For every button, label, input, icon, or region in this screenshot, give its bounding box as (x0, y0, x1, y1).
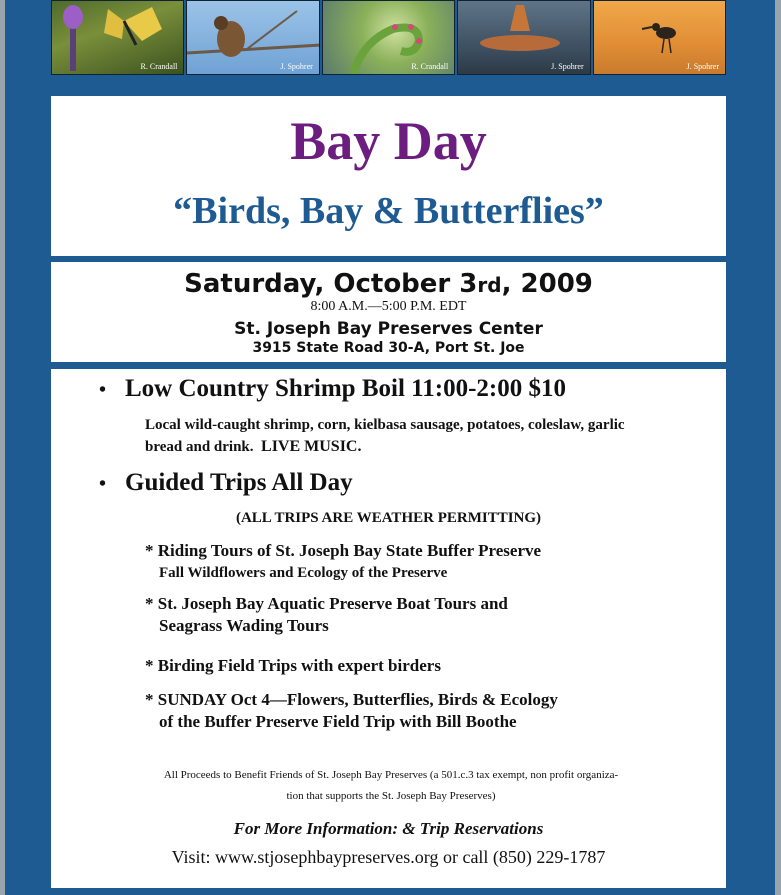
trip-birding: * Birding Field Trips with expert birders (145, 656, 441, 675)
contact-info: Visit: www.stjosephbaypreserves.org or call (850) 229-1787 (171, 847, 606, 867)
photo-credit: J. Spohrer (551, 62, 584, 71)
event-time: 8:00 A.M.—5:00 P.M. EDT (310, 298, 467, 314)
photo-credit: J. Spohrer (686, 62, 720, 71)
trip-sunday: * SUNDAY Oct 4—Flowers, Butterflies, Birds & Ecology of the Buffer Preserve Field Trip with Bill Boothe (145, 690, 558, 731)
trip-boat-tours: * St. Joseph Bay Aquatic Preserve Boat Tours and Seagrass Wading Tours (145, 594, 508, 635)
left-edge (0, 0, 5, 895)
shrimp-boil-description: Local wild-caught shrimp, corn, kielbasa sausage, potatoes, coleslaw, garlic bread and drink. LIVE MUSIC. (145, 417, 625, 455)
bullet-icon: • (99, 379, 107, 401)
photo-shorebird (593, 0, 726, 75)
photo-strip (51, 0, 726, 75)
photo-butterfly (51, 0, 184, 75)
page-subtitle: “Birds, Bay & Butterflies” (173, 190, 604, 232)
guided-trips-heading: • Guided Trips All Day (99, 469, 353, 496)
event-venue: St. Joseph Bay Preserves Center (234, 319, 543, 340)
photo-credit: R. Crandall (140, 62, 178, 71)
info-heading: For More Information: & Trip Reservations (233, 819, 544, 838)
photo-hawk (186, 0, 319, 75)
event-address: 3915 State Road 30-A, Port St. Joe (252, 339, 525, 356)
page-title: Bay Day (290, 111, 487, 171)
photo-credit: R. Crandall (411, 62, 449, 71)
event-date: Saturday, October 3rd, 2009 (184, 269, 593, 299)
event-details-panel (51, 262, 726, 362)
photo-credit: J. Spohrer (280, 62, 313, 71)
bullet-icon: • (99, 473, 107, 495)
photo-ray (457, 0, 590, 75)
right-edge (775, 0, 781, 895)
activities-panel (51, 369, 726, 888)
weather-note: (ALL TRIPS ARE WEATHER PERMITTING) (235, 510, 542, 526)
trip-riding-tours: * Riding Tours of St. Joseph Bay State Buffer Preserve Fall Wildflowers and Ecology of the Preserve (145, 541, 542, 581)
shrimp-boil-heading: • Low Country Shrimp Boil 11:00-2:00 $10 (99, 375, 567, 402)
title-panel (51, 96, 726, 256)
proceeds-note: All Proceeds to Benefit Friends of St. Joseph Bay Preserves (a 501.c.3 tax exempt, non profit organiza- tion that supports the St. Joseph Bay Preserves) (163, 769, 619, 802)
photo-sundew (322, 0, 455, 75)
